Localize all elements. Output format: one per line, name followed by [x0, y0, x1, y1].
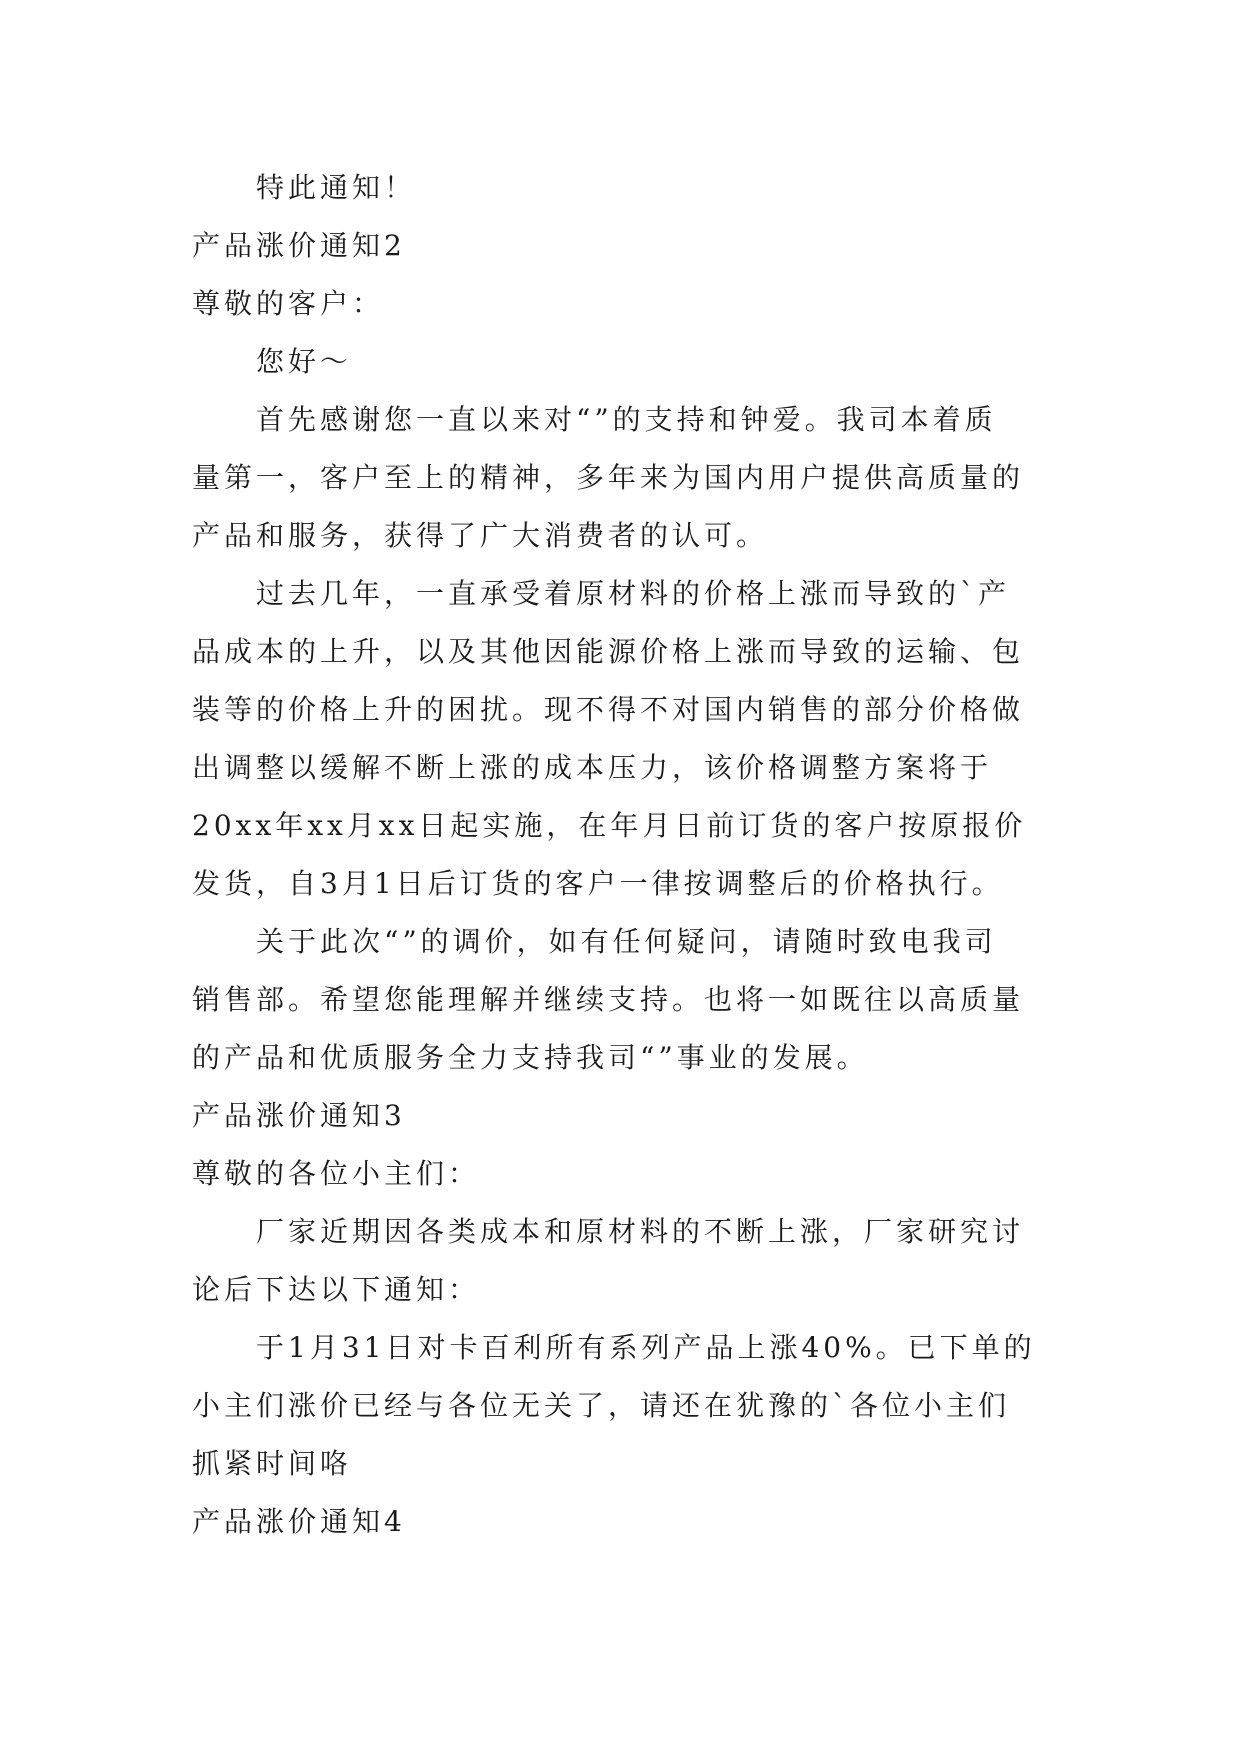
paragraph-line: 厂家近期因各类成本和原材料的不断上涨，厂家研究讨 — [256, 1215, 1025, 1248]
salutation: 尊敬的客户： — [192, 287, 385, 320]
closing-line: 特此通知！ — [256, 171, 417, 204]
section-heading: 产品涨价通知2 — [192, 229, 406, 262]
paragraph-line: 品成本的上升，以及其他因能源价格上涨而导致的运输、包 — [192, 635, 1025, 668]
paragraph-line: 首先感谢您一直以来对“”的支持和钟爱。我司本着质 — [256, 403, 997, 436]
section-heading: 产品涨价通知4 — [192, 1505, 406, 1538]
paragraph-line: 20xx年xx月xx日起实施，在年月日前订货的客户按原报价 — [192, 809, 1027, 842]
paragraph-line: 的产品和优质服务全力支持我司“”事业的发展。 — [192, 1041, 869, 1074]
paragraph-line: 装等的价格上升的困扰。现不得不对国内销售的部分价格做 — [192, 693, 1025, 726]
paragraph-line: 论后下达以下通知： — [192, 1273, 481, 1306]
paragraph-line: 产品和服务，获得了广大消费者的认可。 — [192, 519, 769, 552]
paragraph-line: 销售部。希望您能理解并继续支持。也将一如既往以高质量 — [192, 983, 1025, 1016]
salutation: 尊敬的各位小主们： — [192, 1157, 481, 1190]
paragraph-line: 出调整以缓解不断上涨的成本压力，该价格调整方案将于 — [192, 751, 993, 784]
paragraph-line: 发货，自3月1日后订货的客户一律按调整后的价格执行。 — [192, 867, 1004, 900]
paragraph-line: 量第一，客户至上的精神，多年来为国内用户提供高质量的 — [192, 461, 1025, 494]
paragraph-line: 关于此次“”的调价，如有任何疑问，请随时致电我司 — [256, 925, 997, 958]
paragraph-line: 过去几年，一直承受着原材料的价格上涨而导致的`产 — [256, 577, 1011, 610]
paragraph-line: 于1月31日对卡百利所有系列产品上涨40%。已下单的 — [256, 1331, 1036, 1364]
paragraph-line: 小主们涨价已经与各位无关了，请还在犹豫的`各位小主们 — [192, 1389, 1011, 1422]
section-heading: 产品涨价通知3 — [192, 1099, 406, 1132]
greeting: 您好～ — [256, 345, 353, 378]
paragraph-line: 抓紧时间咯 — [192, 1447, 353, 1480]
